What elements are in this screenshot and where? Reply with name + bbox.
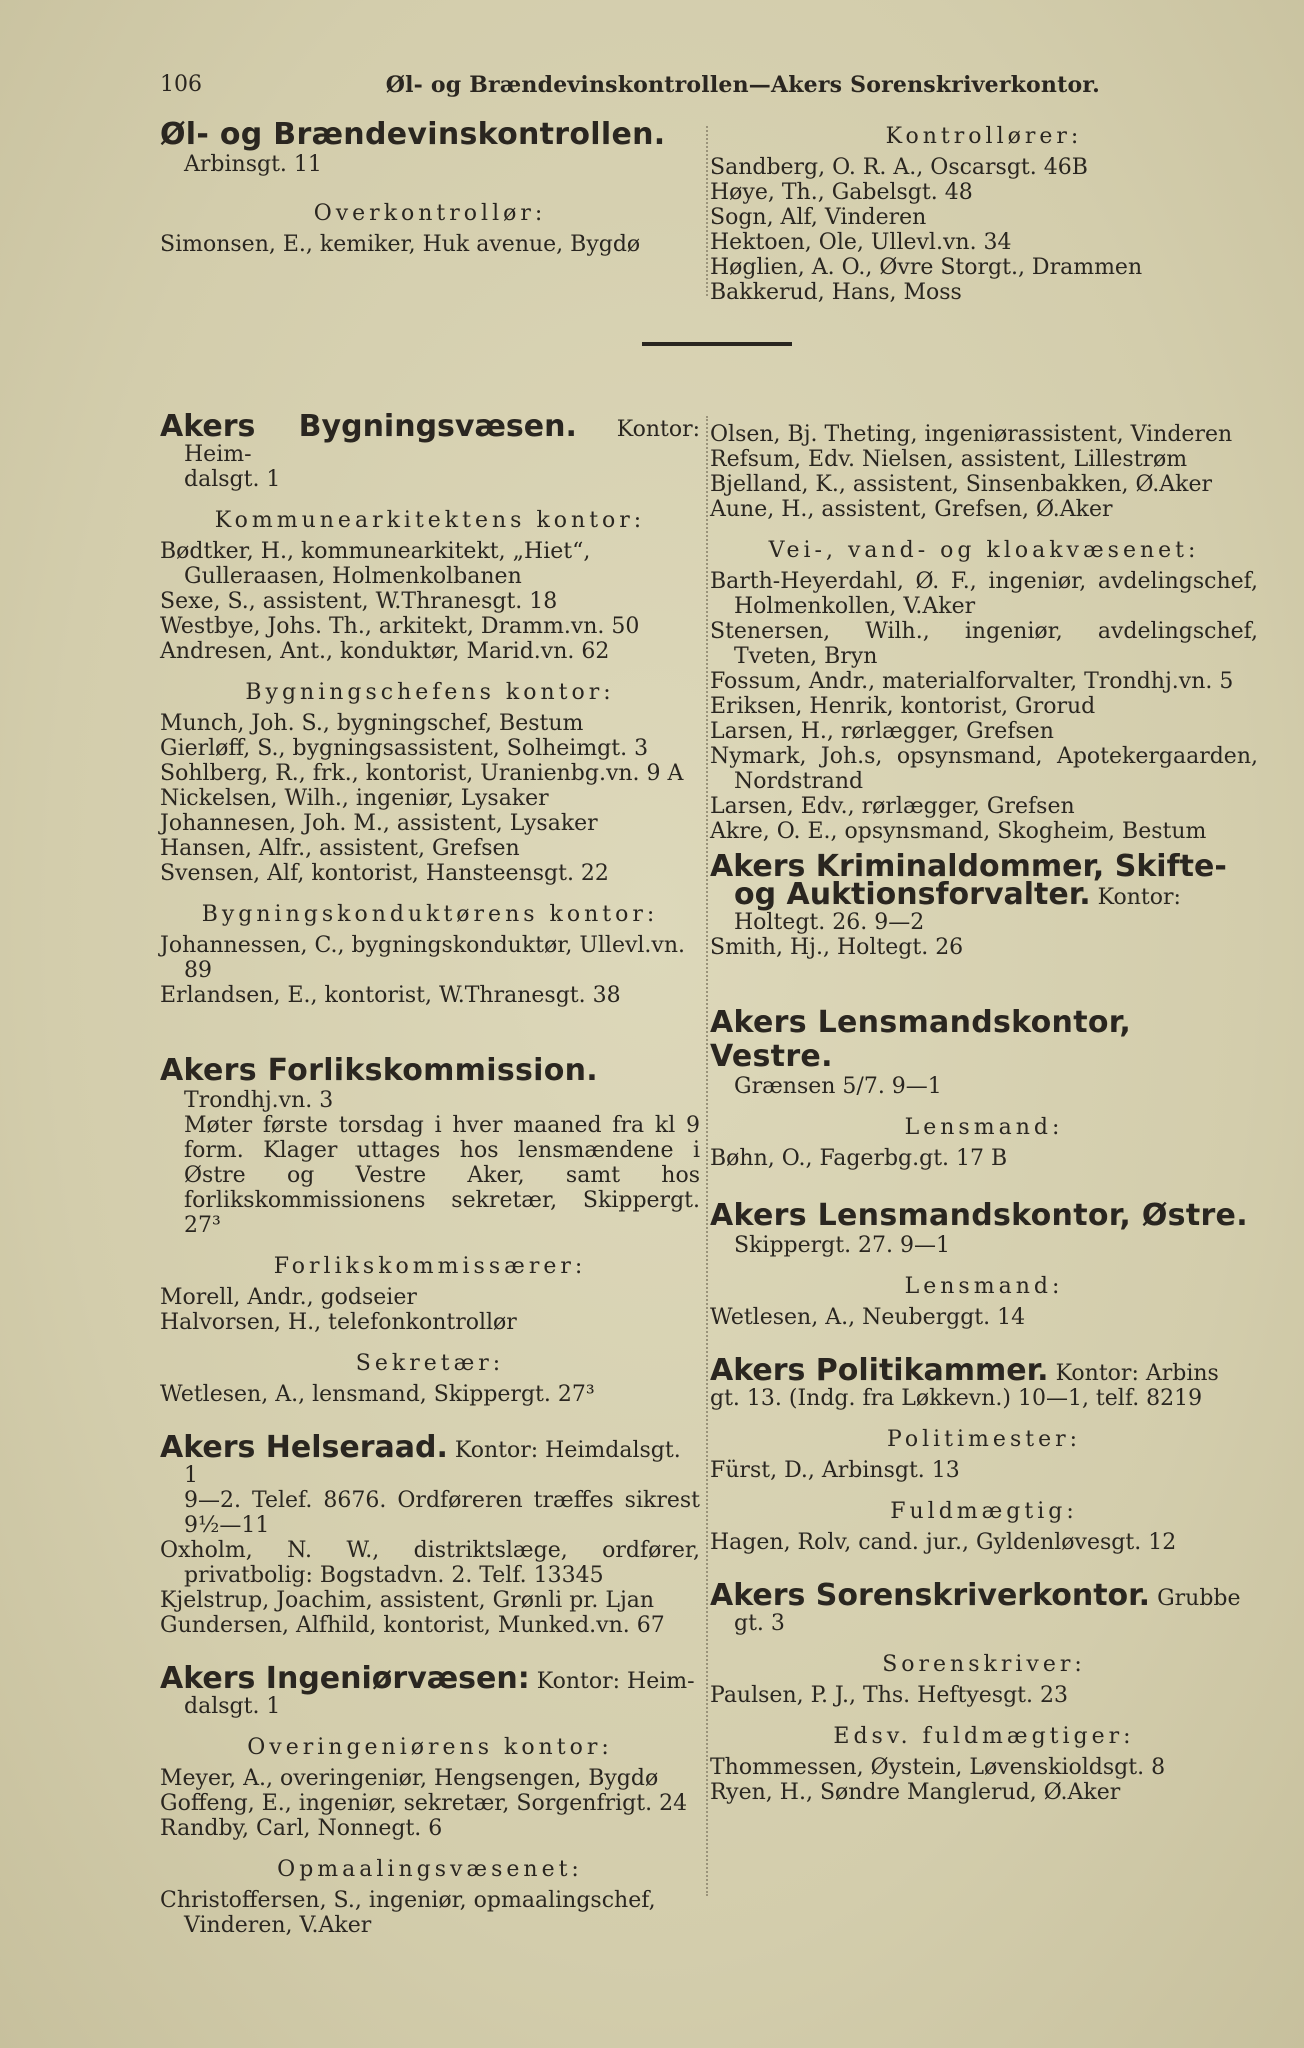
byg-s2-entry: Munch, Joh. S., bygningschef, Bestum — [160, 711, 584, 736]
poli-m-entry: Fürst, D., Arbinsgt. 13 — [710, 1458, 960, 1483]
lens-o-section — [710, 1199, 1258, 1330]
vei-entry: Nymark, Joh.s, opsynsmand, Apotekergaarden, Nordstrand — [710, 744, 1258, 794]
ol-kontr-entry: Høye, Th., Gabelsgt. 48 — [710, 180, 973, 205]
soren-e-entry: Ryen, H., Søndre Manglerud, Ø.Aker — [710, 1780, 1121, 1805]
column-divider-top — [706, 126, 708, 296]
right-column — [710, 422, 1258, 1805]
krim-address: Holtegt. 26. 9—2 — [734, 910, 925, 935]
helse-title-tail: Kontor: Heimdalsgt. 1 — [184, 1438, 681, 1488]
vei-heading: Vei-, vand- og kloakvæsenet: — [768, 538, 1200, 563]
lens-v-entry: Bøhn, O., Fagerbg.gt. 17 B — [710, 1146, 1008, 1171]
poli-section — [710, 1353, 1258, 1555]
byg-s3-entry: Johannessen, C., bygningskonduktør, Ullevl.vn. 89 — [160, 933, 686, 983]
lens-o-entry: Wetlesen, A., Neuberggt. 14 — [710, 1305, 1026, 1330]
ol-section — [160, 118, 700, 257]
byg-s2-entry: Sohlberg, R., frk., kontorist, Uranienbg.vn. 9 A — [160, 761, 684, 786]
poli-text: gt. 13. (Indg. fra Løkkevn.) 10—1, telf. 8219 — [710, 1386, 1203, 1411]
helse-entry: Oxholm, N. W., distriktslæge, ordfører, privatbolig: Bogstadvn. 2. Telf. 13345 — [160, 1538, 700, 1588]
ing-s1-entry: Randby, Carl, Nonnegt. 6 — [160, 1816, 443, 1841]
byg-s1-entry: Sexe, S., assistent, W.Thranesgt. 18 — [160, 589, 558, 614]
ol-address: Arbinsgt. 11 — [184, 152, 322, 177]
krim-entry: Smith, Hj., Holtegt. 26 — [710, 935, 964, 960]
ol-kontr-entry: Høglien, A. O., Øvre Storgt., Drammen — [710, 255, 1143, 280]
helse-section — [160, 1430, 700, 1638]
byg-cont-entry: Olsen, Bj. Theting, ingeniørassistent, Vinderen — [710, 422, 1233, 447]
ol-title: Øl- og Brændevinskontrollen. — [160, 117, 666, 152]
ol-kontr-heading: Kontrollører: — [885, 124, 1083, 149]
ol-kontr-section — [710, 124, 1258, 305]
lens-v-title: Akers Lensmandskontor, Vestre. — [710, 1005, 1132, 1074]
poli-title: Akers Politikammer. — [710, 1353, 1049, 1388]
lens-v-heading: Lensmand: — [904, 1115, 1064, 1140]
ing-s1-entry: Meyer, A., overingeniør, Hengsengen, Bygdø — [160, 1766, 659, 1791]
byg-s2-entry: Johannesen, Joh. M., assistent, Lysaker — [160, 811, 598, 836]
soren-title-tail: Grubbe — [1157, 1586, 1241, 1611]
lens-v-section — [710, 1006, 1258, 1171]
page-number: 106 — [160, 72, 202, 97]
lens-o-address: Skippergt. 27. 9—1 — [734, 1233, 951, 1258]
lens-o-heading: Lensmand: — [904, 1274, 1064, 1299]
byg-title-tail: Kontor: Heim- — [184, 417, 701, 467]
forlik-member: Halvorsen, H., telefonkontrollør — [160, 1310, 517, 1335]
byg-s2-entry: Nickelsen, Wilh., ingeniør, Lysaker — [160, 786, 549, 811]
byg-s2-heading: Bygningschefens kontor: — [245, 680, 615, 705]
vei-entry: Stenersen, Wilh., ingeniør, avdelingschef, Tveten, Bryn — [710, 619, 1258, 669]
byg-continued — [710, 422, 1258, 844]
vei-entry: Barth-Heyerdahl, Ø. F., ingeniør, avdelingschef, Holmenkollen, V.Aker — [710, 569, 1258, 619]
byg-section — [160, 409, 701, 1008]
ol-kontr-entry: Sandberg, O. R. A., Oscarsgt. 46B — [710, 155, 1088, 180]
vei-entry: Eriksen, Henrik, kontorist, Grorud — [710, 694, 1096, 719]
helse-title: Akers Helseraad. — [160, 1430, 448, 1465]
running-head: Øl- og Brændevinskontrollen—Akers Sorenskriverkontor. — [385, 72, 1100, 98]
forlik-text: Møter første torsdag i hver maaned fra kl 9 form. Klager uttages hos lensmændene i Østre og Vestre Aker, samt hos forlikskommissionens sekretær, Skippergt. 27³ — [184, 1113, 700, 1238]
ing-s2-heading: Opmaalingsvæsenet: — [277, 1857, 583, 1882]
forlik-member: Morell, Andr., godseier — [160, 1285, 417, 1310]
forlik-section — [160, 1054, 700, 1407]
helse-entry: Gundersen, Alfhild, kontorist, Munked.vn. 67 — [160, 1613, 665, 1638]
poli-f-entry: Hagen, Rolv, cand. jur., Gyldenløvesgt. 12 — [710, 1530, 1177, 1555]
byg-s1-heading: Kommunearkitektens kontor: — [214, 508, 646, 533]
soren-s-heading: Sorenskriver: — [882, 1652, 1086, 1677]
vei-entry: Larsen, Edv., rørlægger, Grefsen — [710, 794, 1075, 819]
ing-title: Akers Ingeniørvæsen: — [160, 1661, 530, 1696]
krim-title: Akers Kriminaldommer, Skifte- og Auktionsforvalter. — [710, 849, 1227, 912]
krim-title-tail: Kontor: — [1097, 885, 1181, 910]
forlik-sek-entry: Wetlesen, A., lensmand, Skippergt. 27³ — [160, 1382, 595, 1407]
ing-s2-entry: Christoffersen, S., ingeniør, opmaalingschef, Vinderen, V.Aker — [160, 1888, 656, 1938]
helse-entry: Kjelstrup, Joachim, assistent, Grønli pr. Ljan — [160, 1588, 655, 1613]
byg-s2-entry: Svensen, Alf, kontorist, Hansteensgt. 22 — [160, 861, 609, 886]
byg-cont-entry: Bjelland, K., assistent, Sinsenbakken, Ø.Aker — [710, 472, 1213, 497]
byg-cont-entry: Refsum, Edv. Nielsen, assistent, Lillestrøm — [710, 447, 1188, 472]
helse-text: 9—2. Telef. 8676. Ordføreren træffes sikrest 9½—11 — [184, 1488, 700, 1538]
soren-address: gt. 3 — [734, 1611, 785, 1636]
section-rule — [642, 342, 792, 346]
ing-s1-heading: Overingeniørens kontor: — [247, 1735, 613, 1760]
lens-v-address: Grænsen 5/7. 9—1 — [734, 1074, 942, 1099]
page-header — [160, 72, 1100, 108]
krim-section — [710, 849, 1258, 960]
vei-entry: Larsen, H., rørlægger, Grefsen — [710, 719, 1054, 744]
forlik-members-heading: Forlikskommissærer: — [273, 1254, 587, 1279]
byg-address: dalsgt. 1 — [184, 467, 281, 492]
soren-e-entry: Thommessen, Øystein, Løvenskioldsgt. 8 — [710, 1755, 1166, 1780]
soren-e-heading: Edsv. fuldmægtiger: — [833, 1724, 1135, 1749]
ing-address: dalsgt. 1 — [184, 1694, 281, 1719]
lens-o-title: Akers Lensmandskontor, Østre. — [710, 1198, 1248, 1233]
vei-entry: Fossum, Andr., materialforvalter, Trondhj.vn. 5 — [710, 669, 1234, 694]
left-column — [160, 409, 701, 1938]
poli-m-heading: Politimester: — [886, 1427, 1082, 1452]
byg-s1-entry: Andresen, Ant., konduktør, Marid.vn. 62 — [160, 639, 610, 664]
byg-s3-entry: Erlandsen, E., kontorist, W.Thranesgt. 38 — [160, 983, 621, 1008]
ing-title-tail: Kontor: Heim- — [536, 1669, 695, 1694]
poli-f-heading: Fuldmægtig: — [890, 1499, 1078, 1524]
byg-s1-entry: Westbye, Johs. Th., arkitekt, Dramm.vn. 50 — [160, 614, 640, 639]
soren-section — [710, 1578, 1258, 1805]
ing-s1-entry: Goffeng, E., ingeniør, sekretær, Sorgenfrigt. 24 — [160, 1791, 688, 1816]
forlik-address: Trondhj.vn. 3 — [184, 1088, 334, 1113]
ing-section — [160, 1661, 700, 1938]
forlik-title: Akers Forlikskommission. — [160, 1053, 598, 1088]
poli-title-tail: Kontor: Arbins — [1055, 1361, 1219, 1386]
ol-kontr-entry: Hektoen, Ole, Ullevl.vn. 34 — [710, 230, 1012, 255]
vei-entry: Akre, O. E., opsynsmand, Skogheim, Bestum — [710, 819, 1207, 844]
byg-s2-entry: Gierløff, S., bygningsassistent, Solheimgt. 3 — [160, 736, 649, 761]
ol-kontr-entry: Bakkerud, Hans, Moss — [710, 280, 962, 305]
soren-title: Akers Sorenskriverkontor. — [710, 1578, 1151, 1613]
byg-title: Akers Bygningsvæsen. — [160, 409, 577, 444]
byg-cont-entry: Aune, H., assistent, Grefsen, Ø.Aker — [710, 497, 1113, 522]
forlik-sek-heading: Sekretær: — [355, 1351, 505, 1376]
ol-kontr-entry: Sogn, Alf, Vinderen — [710, 205, 927, 230]
byg-s1-entry: Bødtker, H., kommunearkitekt, „Hiet“, Gulleraasen, Holmenkolbanen — [160, 539, 591, 589]
byg-s3-heading: Bygningskonduktørens kontor: — [201, 902, 659, 927]
column-divider — [706, 416, 708, 1896]
ol-over-heading: Overkontrollør: — [313, 201, 547, 226]
soren-s-entry: Paulsen, P. J., Ths. Heftyesgt. 23 — [710, 1683, 1068, 1708]
byg-s2-entry: Hansen, Alfr., assistent, Grefsen — [160, 836, 520, 861]
ol-over-entry: Simonsen, E., kemiker, Huk avenue, Bygdø — [160, 232, 641, 257]
